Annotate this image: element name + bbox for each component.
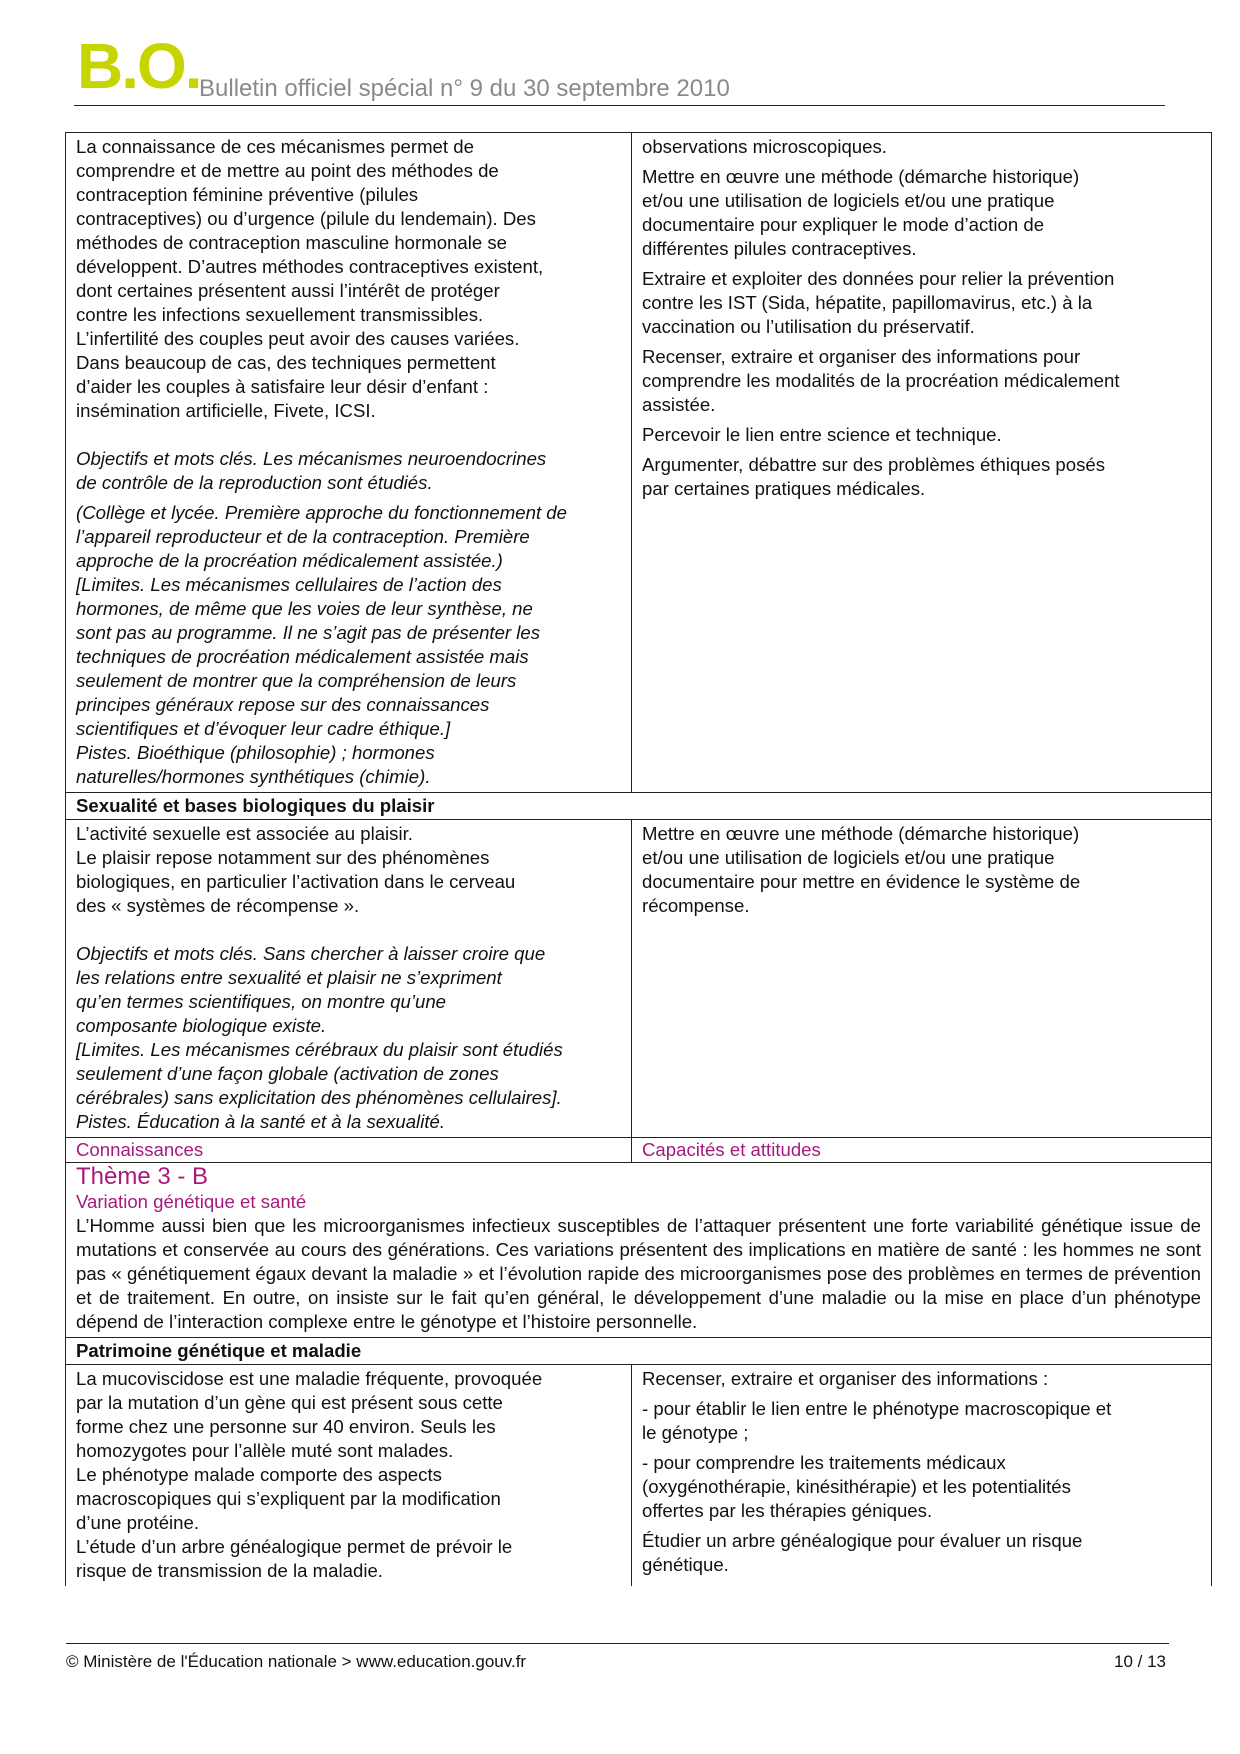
knowledge-text: [76, 1367, 621, 1583]
text-line: - pour comprendre les traitements médicaux: [642, 1452, 1006, 1473]
section-heading-row: [66, 1338, 1212, 1365]
page-number: 10 / 13: [1114, 1652, 1166, 1671]
text-line: L’étude d’un arbre généalogique permet de prévoir le: [76, 1536, 513, 1557]
text-line: homozygotes pour l’allèle muté sont malades.: [76, 1440, 454, 1461]
text-line: techniques de procréation médicalement assistée mais: [76, 646, 529, 667]
text-line: documentaire pour mettre en évidence le système de: [642, 871, 1081, 892]
text-line: naturelles/hormones synthétiques (chimie).: [76, 766, 431, 787]
text-line: macroscopiques qui s’expliquent par la modification: [76, 1488, 501, 1509]
text-line: [Limites. Les mécanismes cellulaires de l’action des: [76, 574, 502, 595]
knowledge-cell: [66, 133, 632, 793]
skills-paragraph: [642, 1397, 1201, 1445]
text-line: qu’en termes scientifiques, on montre qu’une: [76, 991, 447, 1012]
text-line: contraception féminine préventive (pilules: [76, 184, 419, 205]
text-line: La connaissance de ces mécanismes permet de: [76, 136, 474, 157]
footer-copyright: © Ministère de l'Éducation nationale > www.education.gouv.fr: [66, 1652, 527, 1671]
text-line: assistée.: [642, 394, 716, 415]
text-line: Extraire et exploiter des données pour relier la prévention: [642, 268, 1115, 289]
text-line: les relations entre sexualité et plaisir ne s’expriment: [76, 967, 502, 988]
text-line: seulement d’une façon globale (activation de zones: [76, 1063, 499, 1084]
footer-rule: [66, 1643, 1169, 1644]
text-line: forme chez une personne sur 40 environ. Seuls les: [76, 1416, 496, 1437]
text-line: L’infertilité des couples peut avoir des causes variées.: [76, 328, 520, 349]
skills-text: [642, 822, 1201, 918]
section-heading-row: [66, 793, 1212, 820]
text-line: dont certaines présentent aussi l’intérêt de protéger: [76, 280, 500, 301]
text-line: récompense.: [642, 895, 750, 916]
text-line: hormones, de même que les voies de leur synthèse, ne: [76, 598, 533, 619]
knowledge-text: [76, 135, 621, 423]
text-line: le génotype ;: [642, 1422, 749, 1443]
skills-cell: [632, 820, 1212, 1138]
theme-subtitle: Variation génétique et santé: [76, 1191, 307, 1212]
text-line: comprendre et de mettre au point des méthodes de: [76, 160, 499, 181]
theme-intro: L’Homme aussi bien que les microorganismes infectieux susceptibles de l’attaquer présentent une forte variabilité génétique issue de mutations et conservée au cours des générations. Ces variations présentent des implications en matière de santé : les hommes ne sont pas « génétiquement égaux devant la maladie » et l’évolution rapide des microorganismes pose des problèmes en termes de prévention et de traitement. En outre, on insiste sur le fait qu’en général, le développement d’une maladie ou la mise en place d’un phénotype dépend de l’interaction complexe entre le génotype et l’histoire personnelle.: [76, 1215, 1201, 1332]
text-line: Le plaisir repose notamment sur des phénomènes: [76, 847, 490, 868]
header-rule: [74, 105, 1165, 106]
skills-paragraph: [642, 345, 1201, 417]
theme-row: [66, 1163, 1212, 1338]
table-row: [66, 820, 1212, 1138]
text-line: biologiques, en particulier l’activation dans le cerveau: [76, 871, 516, 892]
text-line: différentes pilules contraceptives.: [642, 238, 917, 259]
text-line: Le phénotype malade comporte des aspects: [76, 1464, 442, 1485]
knowledge-cell: [66, 820, 632, 1138]
text-line: par la mutation d’un gène qui est présent sous cette: [76, 1392, 503, 1413]
text-line: risque de transmission de la maladie.: [76, 1560, 383, 1581]
objectives-text: [76, 447, 621, 495]
text-line: Mettre en œuvre une méthode (démarche historique): [642, 166, 1080, 187]
skills-paragraph: [642, 267, 1201, 339]
text-line: par certaines pratiques médicales.: [642, 478, 926, 499]
text-line: l’appareil reproducteur et de la contraception. Première: [76, 526, 530, 547]
text-line: documentaire pour expliquer le mode d’action de: [642, 214, 1045, 235]
text-line: L’activité sexuelle est associée au plaisir.: [76, 823, 413, 844]
skills-paragraph: [642, 165, 1201, 261]
text-line: offertes par les thérapies géniques.: [642, 1500, 933, 1521]
text-line: et/ou une utilisation de logiciels et/ou une pratique: [642, 847, 1055, 868]
text-line: cérébrales) sans explicitation des phénomènes cellulaires].: [76, 1087, 562, 1108]
skills-paragraph: [642, 1451, 1201, 1523]
theme-title: Thème 3 - B: [76, 1163, 209, 1190]
section-heading: Sexualité et bases biologiques du plaisir: [66, 793, 1212, 820]
skills-paragraph: [642, 453, 1201, 501]
skills-cell: [632, 1365, 1212, 1587]
text-line: Étudier un arbre généalogique pour évaluer un risque: [642, 1530, 1083, 1551]
bulletin-title: Bulletin officiel spécial n° 9 du 30 septembre 2010: [199, 75, 730, 102]
text-line: Recenser, extraire et organiser des informations pour: [642, 346, 1081, 367]
text-line: développent. D’autres méthodes contraceptives existent,: [76, 256, 544, 277]
table-row: [66, 133, 1212, 793]
text-line: d’une protéine.: [76, 1512, 200, 1533]
text-line: seulement de montrer que la compréhension de leurs: [76, 670, 517, 691]
text-line: vaccination ou l’utilisation du préservatif.: [642, 316, 975, 337]
text-line: principes généraux repose sur des connaissances: [76, 694, 490, 715]
theme-cell: [66, 1163, 1212, 1338]
text-line: composante biologique existe.: [76, 1015, 327, 1036]
text-line: contre les IST (Sida, hépatite, papillomavirus, etc.) à la: [642, 292, 1093, 313]
objectives-text: [76, 942, 621, 1134]
text-line: - pour établir le lien entre le phénotype macroscopique et: [642, 1398, 1112, 1419]
text-line: et/ou une utilisation de logiciels et/ou une pratique: [642, 190, 1055, 211]
text-line: contre les infections sexuellement transmissibles.: [76, 304, 484, 325]
column-label-connaissances: Connaissances: [66, 1138, 632, 1163]
text-line: sont pas au programme. Il ne s’agit pas de présenter les: [76, 622, 541, 643]
table-row: [66, 1365, 1212, 1587]
skills-paragraph: [642, 135, 1201, 159]
skills-paragraph: [642, 423, 1201, 447]
text-line: [Limites. Les mécanismes cérébraux du plaisir sont étudiés: [76, 1039, 563, 1060]
skills-text: [642, 135, 1201, 501]
text-line: méthodes de contraception masculine hormonale se: [76, 232, 508, 253]
text-line: Objectifs et mots clés. Les mécanismes neuroendocrines: [76, 448, 547, 469]
text-line: contraceptives) ou d’urgence (pilule du lendemain). Des: [76, 208, 536, 229]
program-table: [65, 132, 1201, 1586]
text-line: comprendre les modalités de la procréation médicalement: [642, 370, 1120, 391]
text-line: Percevoir le lien entre science et technique.: [642, 424, 1002, 445]
text-line: d’aider les couples à satisfaire leur désir d’enfant :: [76, 376, 489, 397]
text-line: Mettre en œuvre une méthode (démarche historique): [642, 823, 1080, 844]
text-line: Pistes. Bioéthique (philosophie) ; hormones: [76, 742, 435, 763]
limits-text: [76, 501, 621, 789]
column-label-capacites: Capacités et attitudes: [632, 1138, 1212, 1163]
text-line: Objectifs et mots clés. Sans chercher à laisser croire que: [76, 943, 546, 964]
section-heading: Patrimoine génétique et maladie: [66, 1338, 1212, 1365]
skills-paragraph: [642, 1529, 1201, 1577]
knowledge-cell: [66, 1365, 632, 1587]
text-line: La mucoviscidose est une maladie fréquente, provoquée: [76, 1368, 543, 1389]
text-line: Dans beaucoup de cas, des techniques permettent: [76, 352, 496, 373]
skills-text: [642, 1367, 1201, 1577]
text-line: scientifiques et d’évoquer leur cadre éthique.]: [76, 718, 451, 739]
text-line: génétique.: [642, 1554, 729, 1575]
bo-logo: B.O.: [77, 30, 201, 102]
text-line: observations microscopiques.: [642, 136, 887, 157]
skills-paragraph: [642, 1367, 1201, 1391]
text-line: des « systèmes de récompense ».: [76, 895, 360, 916]
text-line: Argumenter, débattre sur des problèmes éthiques posés: [642, 454, 1106, 475]
text-line: (Collège et lycée. Première approche du fonctionnement de: [76, 502, 567, 523]
text-line: Recenser, extraire et organiser des informations :: [642, 1368, 1049, 1389]
column-labels-row: [66, 1138, 1212, 1163]
skills-cell: [632, 133, 1212, 793]
text-line: (oxygénothérapie, kinésithérapie) et les potentialités: [642, 1476, 1071, 1497]
text-line: de contrôle de la reproduction sont étudiés.: [76, 472, 433, 493]
text-line: Pistes. Éducation à la santé et à la sexualité.: [76, 1111, 445, 1132]
knowledge-text: [76, 822, 621, 918]
text-line: insémination artificielle, Fivete, ICSI.: [76, 400, 376, 421]
text-line: approche de la procréation médicalement assistée.): [76, 550, 503, 571]
